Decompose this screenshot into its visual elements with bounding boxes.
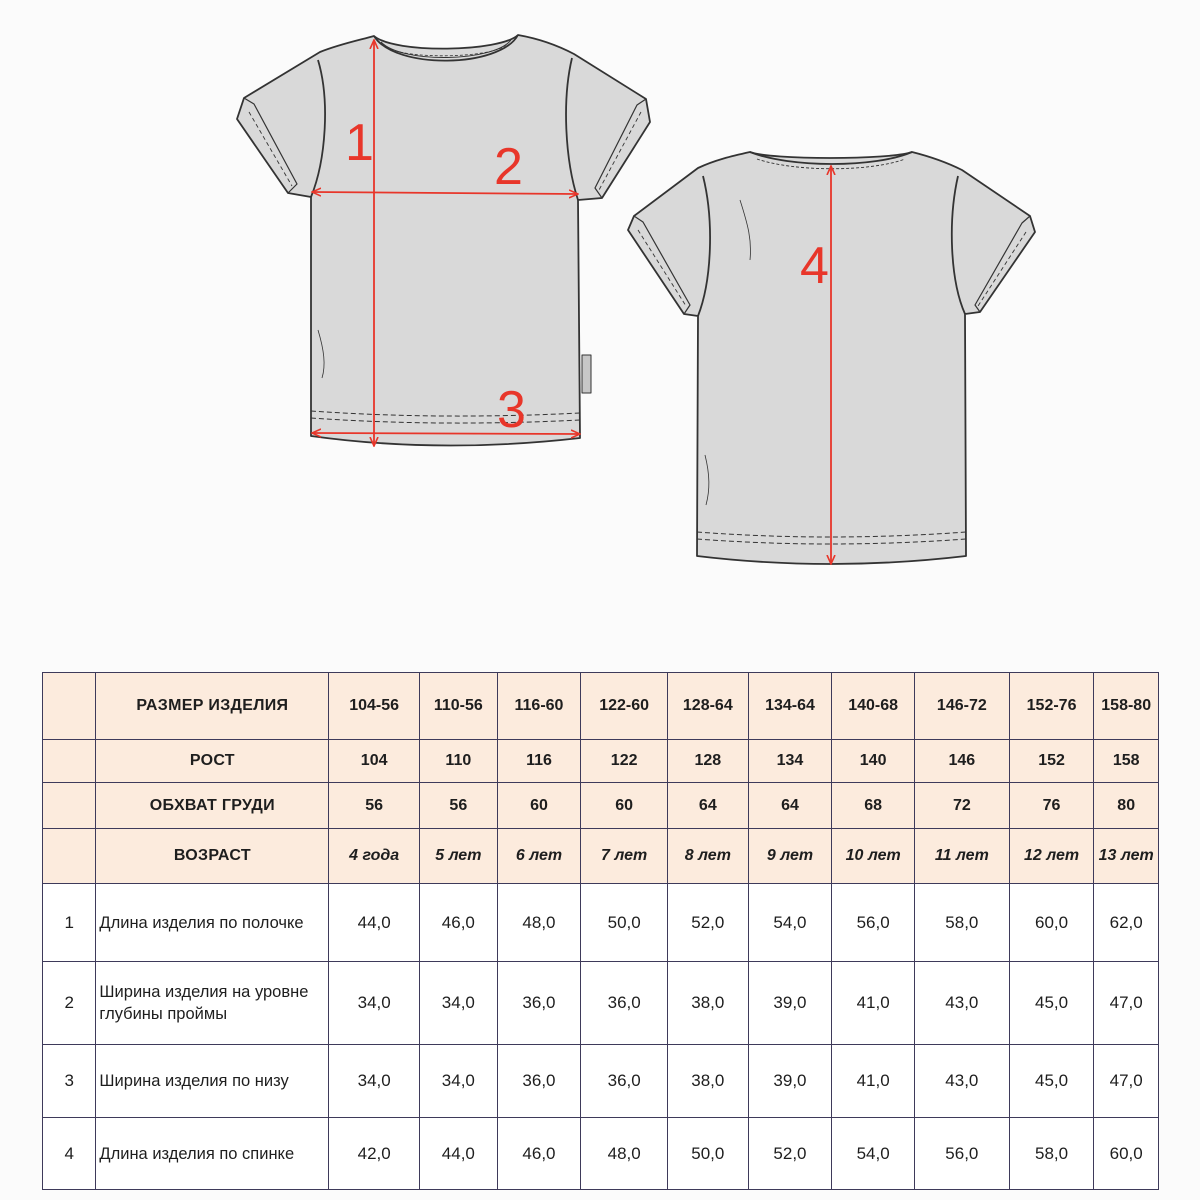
- size-cell: 128-64: [668, 673, 749, 740]
- value-cell: 41,0: [832, 1045, 915, 1118]
- value-cell: 42,0: [329, 1118, 420, 1190]
- value-cell: 46,0: [420, 884, 498, 962]
- size-chart-table: [42, 672, 1159, 1190]
- row-number: 2: [43, 962, 96, 1045]
- empty-cell: [43, 740, 96, 783]
- age-cell: 5 лет: [420, 829, 498, 884]
- row-number: 1: [43, 884, 96, 962]
- measurement-label: Длина изделия по полочке: [96, 884, 329, 962]
- marker-3: 3: [497, 381, 526, 439]
- value-cell: 43,0: [914, 962, 1009, 1045]
- age-cell: 11 лет: [914, 829, 1009, 884]
- value-cell: 62,0: [1094, 884, 1159, 962]
- age-cell: 7 лет: [581, 829, 668, 884]
- value-cell: 34,0: [420, 962, 498, 1045]
- size-cell: 122-60: [581, 673, 668, 740]
- measurement-label: Длина изделия по спинке: [96, 1118, 329, 1190]
- value-cell: 54,0: [748, 884, 832, 962]
- age-cell: 12 лет: [1009, 829, 1094, 884]
- row-number: 4: [43, 1118, 96, 1190]
- age-cell: 13 лет: [1094, 829, 1159, 884]
- measurement-row-1: [43, 884, 1159, 962]
- marker-1: 1: [345, 114, 374, 172]
- value-cell: 38,0: [668, 1045, 749, 1118]
- value-cell: 36,0: [497, 1045, 581, 1118]
- chest-cell: 64: [668, 783, 749, 829]
- chest-row: [43, 783, 1159, 829]
- measurement-row-4: [43, 1118, 1159, 1190]
- measure-line-3: [312, 433, 580, 434]
- size-cell: 152-76: [1009, 673, 1094, 740]
- chest-cell: 60: [581, 783, 668, 829]
- size-cell: 140-68: [832, 673, 915, 740]
- chest-cell: 80: [1094, 783, 1159, 829]
- height-cell: 158: [1094, 740, 1159, 783]
- value-cell: 43,0: [914, 1045, 1009, 1118]
- size-cell: 134-64: [748, 673, 832, 740]
- value-cell: 34,0: [420, 1045, 498, 1118]
- age-cell: 9 лет: [748, 829, 832, 884]
- row-label: РАЗМЕР ИЗДЕЛИЯ: [96, 673, 329, 740]
- size-cell: 110-56: [420, 673, 498, 740]
- row-label: РОСТ: [96, 740, 329, 783]
- value-cell: 54,0: [832, 1118, 915, 1190]
- value-cell: 56,0: [832, 884, 915, 962]
- empty-cell: [43, 829, 96, 884]
- value-cell: 34,0: [329, 1045, 420, 1118]
- age-cell: 4 года: [329, 829, 420, 884]
- empty-cell: [43, 783, 96, 829]
- value-cell: 34,0: [329, 962, 420, 1045]
- value-cell: 60,0: [1094, 1118, 1159, 1190]
- age-cell: 6 лет: [497, 829, 581, 884]
- empty-cell: [43, 673, 96, 740]
- value-cell: 56,0: [914, 1118, 1009, 1190]
- measurement-row-2: [43, 962, 1159, 1045]
- value-cell: 39,0: [748, 1045, 832, 1118]
- size-cell: 146-72: [914, 673, 1009, 740]
- value-cell: 58,0: [1009, 1118, 1094, 1190]
- height-cell: 152: [1009, 740, 1094, 783]
- height-cell: 104: [329, 740, 420, 783]
- value-cell: 41,0: [832, 962, 915, 1045]
- size-cell: 116-60: [497, 673, 581, 740]
- value-cell: 47,0: [1094, 962, 1159, 1045]
- height-cell: 110: [420, 740, 498, 783]
- chest-cell: 60: [497, 783, 581, 829]
- chest-cell: 64: [748, 783, 832, 829]
- row-number: 3: [43, 1045, 96, 1118]
- chest-cell: 72: [914, 783, 1009, 829]
- size-cell: 158-80: [1094, 673, 1159, 740]
- value-cell: 52,0: [668, 884, 749, 962]
- height-cell: 122: [581, 740, 668, 783]
- measurement-label: Ширина изделия по низу: [96, 1045, 329, 1118]
- size-row: [43, 673, 1159, 740]
- value-cell: 48,0: [581, 1118, 668, 1190]
- height-cell: 128: [668, 740, 749, 783]
- measurement-row-3: [43, 1045, 1159, 1118]
- value-cell: 36,0: [581, 962, 668, 1045]
- value-cell: 48,0: [497, 884, 581, 962]
- age-row: [43, 829, 1159, 884]
- front-view: [237, 35, 650, 446]
- value-cell: 38,0: [668, 962, 749, 1045]
- row-label: ВОЗРАСТ: [96, 829, 329, 884]
- value-cell: 58,0: [914, 884, 1009, 962]
- height-cell: 134: [748, 740, 832, 783]
- value-cell: 39,0: [748, 962, 832, 1045]
- value-cell: 46,0: [497, 1118, 581, 1190]
- value-cell: 45,0: [1009, 962, 1094, 1045]
- value-cell: 44,0: [420, 1118, 498, 1190]
- value-cell: 50,0: [668, 1118, 749, 1190]
- value-cell: 36,0: [497, 962, 581, 1045]
- age-cell: 10 лет: [832, 829, 915, 884]
- marker-4: 4: [800, 237, 829, 295]
- chest-cell: 68: [832, 783, 915, 829]
- height-cell: 140: [832, 740, 915, 783]
- chest-cell: 76: [1009, 783, 1094, 829]
- row-label: ОБХВАТ ГРУДИ: [96, 783, 329, 829]
- height-row: [43, 740, 1159, 783]
- chest-cell: 56: [329, 783, 420, 829]
- value-cell: 50,0: [581, 884, 668, 962]
- value-cell: 45,0: [1009, 1045, 1094, 1118]
- value-cell: 47,0: [1094, 1045, 1159, 1118]
- value-cell: 52,0: [748, 1118, 832, 1190]
- value-cell: 60,0: [1009, 884, 1094, 962]
- value-cell: 44,0: [329, 884, 420, 962]
- height-cell: 116: [497, 740, 581, 783]
- measurement-label: Ширина изделия на уровне глубины проймы: [96, 962, 329, 1045]
- age-cell: 8 лет: [668, 829, 749, 884]
- marker-2: 2: [494, 138, 523, 196]
- value-cell: 36,0: [581, 1045, 668, 1118]
- size-cell: 104-56: [329, 673, 420, 740]
- chest-cell: 56: [420, 783, 498, 829]
- height-cell: 146: [914, 740, 1009, 783]
